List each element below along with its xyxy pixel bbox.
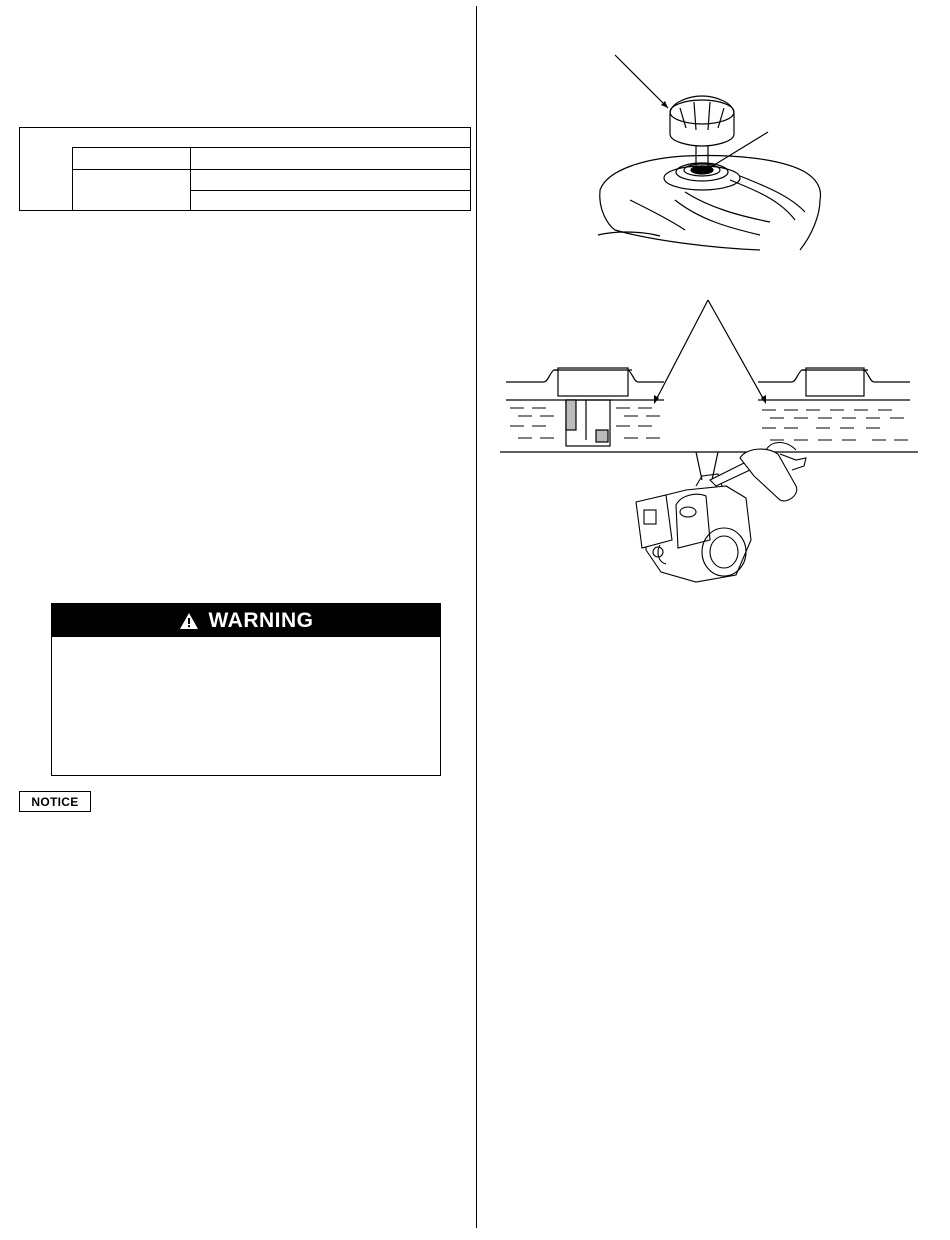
leader-line xyxy=(615,55,668,108)
warning-header xyxy=(52,604,440,637)
table-divider xyxy=(72,147,470,148)
table-divider xyxy=(190,147,191,210)
fuel-cap-illustration xyxy=(590,50,830,265)
warning-triangle-icon xyxy=(179,612,199,630)
table-divider xyxy=(72,147,73,210)
warning-title: WARNING xyxy=(208,608,314,632)
table-divider xyxy=(190,190,470,191)
notice-label: NOTICE xyxy=(19,791,91,812)
column-divider xyxy=(476,6,477,1228)
table-divider xyxy=(72,169,470,170)
warning-box xyxy=(51,603,441,776)
spec-table xyxy=(19,127,471,211)
fuel-level-illustration xyxy=(496,290,926,585)
